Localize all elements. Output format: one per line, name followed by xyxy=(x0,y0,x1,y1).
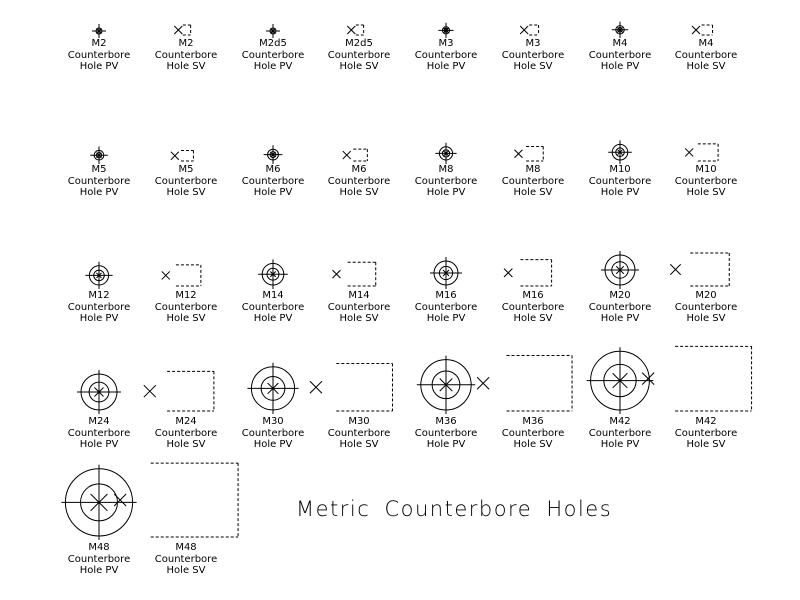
plan-view-symbol-m2d5 xyxy=(266,24,280,38)
symbol-label xyxy=(661,290,751,325)
symbol-description-label: Counterbore xyxy=(67,301,131,313)
symbol-size-label: M10 xyxy=(609,164,631,175)
symbol-label xyxy=(575,38,665,73)
symbol-description-label: Hole SV xyxy=(166,439,206,450)
symbol-label xyxy=(54,290,144,325)
plan-view-symbol-m36 xyxy=(417,356,475,414)
symbol-size-label: M3 xyxy=(525,38,541,49)
symbol-description-label: Counterbore xyxy=(67,427,131,439)
symbol-description-label: Counterbore xyxy=(414,301,478,313)
symbol-size-label: M14 xyxy=(348,290,370,301)
plan-view-symbol-m2 xyxy=(92,24,106,38)
symbol-size-label: M8 xyxy=(438,164,454,175)
symbol-label xyxy=(141,38,231,73)
side-view-symbol-m3 xyxy=(520,25,538,35)
symbol-description-label: Counterbore xyxy=(501,175,565,187)
symbol-description-label: Counterbore xyxy=(154,427,218,439)
symbol-label xyxy=(141,416,231,451)
symbol-label xyxy=(228,164,318,199)
symbol-size-label: M20 xyxy=(695,290,717,301)
symbol-description-label: Hole SV xyxy=(513,61,553,72)
symbol-description-label: Counterbore xyxy=(327,427,391,439)
plan-view-symbol-m10 xyxy=(608,140,632,164)
symbol-label xyxy=(488,38,578,73)
symbol-size-label: M5 xyxy=(91,164,107,175)
symbol-description-label: Hole PV xyxy=(253,439,293,450)
symbol-label xyxy=(488,416,578,451)
symbol-description-label: Hole SV xyxy=(166,187,206,198)
symbol-description-label: Counterbore xyxy=(414,427,478,439)
symbol-description-label: Hole PV xyxy=(600,187,640,198)
symbol-description-label: Counterbore xyxy=(154,301,218,313)
symbol-description-label: Hole SV xyxy=(513,439,553,450)
plan-view-symbol-m48 xyxy=(61,465,136,540)
symbol-description-label: Counterbore xyxy=(588,49,652,61)
symbol-size-label: M2 xyxy=(91,38,107,49)
symbol-description-label: Hole SV xyxy=(686,439,726,450)
symbol-label xyxy=(401,164,491,199)
symbol-description-label: Counterbore xyxy=(327,49,391,61)
symbol-size-label: M2d5 xyxy=(259,38,287,49)
symbol-description-label: Hole SV xyxy=(686,61,726,72)
side-view-symbol-m24 xyxy=(144,371,214,411)
symbol-description-label: Hole SV xyxy=(339,187,379,198)
symbol-description-label: Counterbore xyxy=(154,49,218,61)
side-view-symbol-m5 xyxy=(171,150,194,161)
symbol-size-label: M12 xyxy=(175,290,197,301)
symbol-description-label: Counterbore xyxy=(674,175,738,187)
symbol-description-label: Counterbore xyxy=(501,427,565,439)
side-view-symbol-m30 xyxy=(310,363,393,411)
symbol-size-label: M42 xyxy=(609,416,631,427)
page-title: Metric Counterbore Holes xyxy=(296,497,613,521)
symbol-description-label: Hole PV xyxy=(79,565,119,576)
symbol-size-label: M48 xyxy=(88,542,110,553)
symbol-size-label: M30 xyxy=(262,416,284,427)
symbol-description-label: Hole PV xyxy=(600,439,640,450)
symbol-label xyxy=(401,416,491,451)
side-view-symbol-m16 xyxy=(504,260,552,286)
symbol-size-label: M16 xyxy=(522,290,544,301)
symbol-description-label: Hole PV xyxy=(253,187,293,198)
plan-view-symbol-m4 xyxy=(612,22,628,38)
symbol-size-label: M2d5 xyxy=(345,38,373,49)
symbol-size-label: M4 xyxy=(612,38,628,49)
symbol-description-label: Counterbore xyxy=(674,49,738,61)
symbol-label xyxy=(401,38,491,73)
side-view-symbol-m4 xyxy=(692,25,712,35)
symbol-label xyxy=(141,290,231,325)
symbol-size-label: M24 xyxy=(175,416,197,427)
symbol-description-label: Counterbore xyxy=(327,175,391,187)
symbol-size-label: M36 xyxy=(522,416,544,427)
symbol-description-label: Hole SV xyxy=(166,565,206,576)
plan-view-symbol-m6 xyxy=(264,145,283,164)
symbol-size-label: M16 xyxy=(435,290,457,301)
symbol-label xyxy=(54,542,144,577)
symbol-label xyxy=(54,416,144,451)
symbol-label xyxy=(661,416,751,451)
symbol-description-label: Hole PV xyxy=(79,439,119,450)
side-view-symbol-m2 xyxy=(174,25,190,35)
symbol-description-label: Counterbore xyxy=(674,427,738,439)
symbol-size-label: M6 xyxy=(265,164,281,175)
symbol-description-label: Counterbore xyxy=(154,175,218,187)
symbol-label xyxy=(228,416,318,451)
symbol-label xyxy=(54,164,144,199)
symbol-label xyxy=(314,164,404,199)
symbol-size-label: M6 xyxy=(351,164,367,175)
symbol-label xyxy=(314,290,404,325)
plan-view-symbol-m42 xyxy=(587,347,654,414)
symbol-description-label: Hole SV xyxy=(686,187,726,198)
symbol-description-label: Counterbore xyxy=(588,301,652,313)
side-view-symbol-m20 xyxy=(670,253,729,286)
symbol-description-label: Hole SV xyxy=(339,313,379,324)
symbol-description-label: Hole SV xyxy=(686,313,726,324)
symbol-size-label: M42 xyxy=(695,416,717,427)
symbol-description-label: Counterbore xyxy=(67,553,131,565)
symbol-description-label: Hole PV xyxy=(79,313,119,324)
symbol-label xyxy=(401,290,491,325)
symbol-size-label: M36 xyxy=(435,416,457,427)
side-view-symbol-m36 xyxy=(477,356,572,411)
symbol-description-label: Hole SV xyxy=(513,187,553,198)
symbol-description-label: Hole SV xyxy=(513,313,553,324)
symbol-description-label: Counterbore xyxy=(241,427,305,439)
plan-view-symbol-m24 xyxy=(77,370,121,414)
symbol-description-label: Hole PV xyxy=(426,187,466,198)
side-view-symbol-m2d5 xyxy=(347,25,363,35)
symbol-description-label: Hole SV xyxy=(339,61,379,72)
symbol-label xyxy=(228,38,318,73)
symbol-size-label: M24 xyxy=(88,416,110,427)
side-view-symbol-m12 xyxy=(162,265,201,286)
symbol-label xyxy=(141,164,231,199)
symbol-label xyxy=(575,290,665,325)
symbol-label xyxy=(661,38,751,73)
side-view-symbol-m6 xyxy=(343,149,368,161)
symbol-label xyxy=(54,38,144,73)
symbol-label xyxy=(314,38,404,73)
plan-view-symbol-m12 xyxy=(85,262,112,289)
symbol-description-label: Counterbore xyxy=(241,49,305,61)
symbol-description-label: Counterbore xyxy=(67,175,131,187)
symbol-size-label: M4 xyxy=(698,38,714,49)
symbol-description-label: Counterbore xyxy=(327,301,391,313)
symbol-description-label: Hole PV xyxy=(426,313,466,324)
symbol-description-label: Counterbore xyxy=(241,175,305,187)
symbol-description-label: Hole PV xyxy=(600,313,640,324)
symbol-description-label: Counterbore xyxy=(414,49,478,61)
side-view-symbol-m42 xyxy=(642,346,751,411)
symbol-description-label: Counterbore xyxy=(154,553,218,565)
symbol-description-label: Counterbore xyxy=(501,49,565,61)
plan-view-symbol-m16 xyxy=(430,257,462,289)
plan-view-symbol-m20 xyxy=(601,251,639,289)
symbol-size-label: M3 xyxy=(438,38,454,49)
symbol-size-label: M12 xyxy=(88,290,110,301)
symbol-description-label: Counterbore xyxy=(67,49,131,61)
side-view-symbol-m10 xyxy=(685,144,718,161)
symbol-description-label: Counterbore xyxy=(674,301,738,313)
symbol-label xyxy=(575,416,665,451)
symbol-description-label: Hole SV xyxy=(339,439,379,450)
symbol-description-label: Counterbore xyxy=(501,301,565,313)
symbol-description-label: Hole PV xyxy=(426,61,466,72)
symbol-size-label: M8 xyxy=(525,164,541,175)
symbol-description-label: Counterbore xyxy=(588,427,652,439)
symbol-label xyxy=(488,290,578,325)
symbol-size-label: M2 xyxy=(178,38,194,49)
symbol-label xyxy=(661,164,751,199)
symbol-size-label: M5 xyxy=(178,164,194,175)
symbol-size-label: M14 xyxy=(262,290,284,301)
plan-view-symbol-m5 xyxy=(90,146,108,164)
symbol-description-label: Hole SV xyxy=(166,61,206,72)
symbol-size-label: M30 xyxy=(348,416,370,427)
plan-view-symbol-m30 xyxy=(247,363,298,414)
symbol-description-label: Hole SV xyxy=(166,313,206,324)
plan-view-symbol-m8 xyxy=(435,143,456,164)
symbol-description-label: Hole PV xyxy=(253,313,293,324)
symbol-label xyxy=(575,164,665,199)
symbol-description-label: Counterbore xyxy=(414,175,478,187)
symbol-description-label: Counterbore xyxy=(241,301,305,313)
symbol-size-label: M20 xyxy=(609,290,631,301)
symbol-description-label: Hole PV xyxy=(79,61,119,72)
side-view-symbol-m8 xyxy=(514,146,543,161)
symbol-description-label: Hole PV xyxy=(79,187,119,198)
symbol-description-label: Hole PV xyxy=(426,439,466,450)
symbol-label xyxy=(314,416,404,451)
symbol-description-label: Hole PV xyxy=(600,61,640,72)
plan-view-symbol-m14 xyxy=(258,259,288,289)
symbol-size-label: M48 xyxy=(175,542,197,553)
symbol-size-label: M10 xyxy=(695,164,717,175)
symbol-description-label: Counterbore xyxy=(588,175,652,187)
symbol-description-label: Hole PV xyxy=(253,61,293,72)
plan-view-symbol-m3 xyxy=(438,23,453,38)
symbol-label xyxy=(228,290,318,325)
symbol-label xyxy=(141,542,231,577)
side-view-symbol-m14 xyxy=(332,262,375,286)
symbol-label xyxy=(488,164,578,199)
